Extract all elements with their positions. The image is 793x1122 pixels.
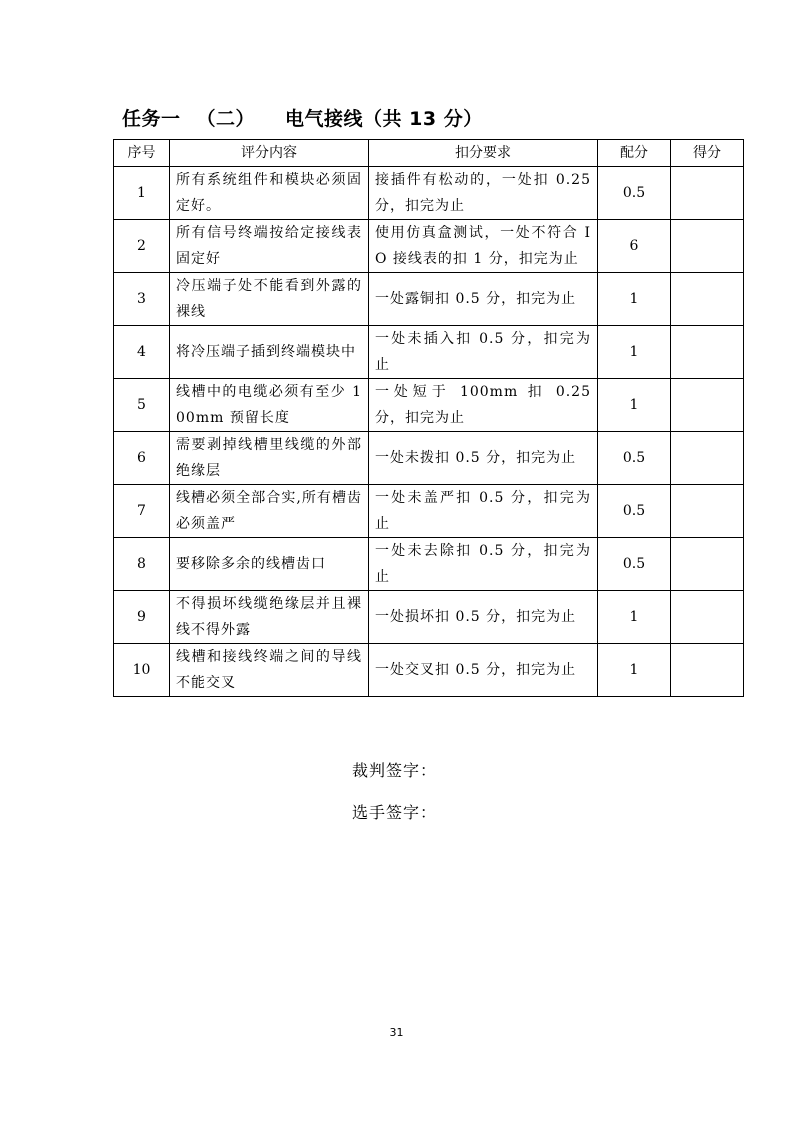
- header-content: 评分内容: [170, 140, 369, 167]
- table-row: [114, 220, 744, 273]
- header-no: 序号: [114, 140, 170, 167]
- row-score[interactable]: [671, 326, 744, 379]
- row-no: 7: [114, 485, 170, 538]
- row-no: 2: [114, 220, 170, 273]
- row-score[interactable]: [671, 538, 744, 591]
- page-number: 31: [389, 1026, 404, 1039]
- row-points: 0.5: [598, 538, 671, 591]
- row-score[interactable]: [671, 220, 744, 273]
- table-row: [114, 538, 744, 591]
- table-row: [114, 485, 744, 538]
- row-content: 线槽中的电缆必须有至少 100mm 预留长度: [170, 379, 369, 432]
- row-score[interactable]: [671, 273, 744, 326]
- row-score[interactable]: [671, 485, 744, 538]
- row-points: 0.5: [598, 485, 671, 538]
- row-no: 9: [114, 591, 170, 644]
- row-deduction: 一处未去除扣 0.5 分，扣完为止: [369, 538, 598, 591]
- row-no: 6: [114, 432, 170, 485]
- row-no: 3: [114, 273, 170, 326]
- row-content: 不得损坏线缆绝缘层并且裸线不得外露: [170, 591, 369, 644]
- row-score[interactable]: [671, 644, 744, 697]
- row-deduction: 一处短于 100mm 扣 0.25 分，扣完为止: [369, 379, 598, 432]
- row-score[interactable]: [671, 167, 744, 220]
- referee-signature: 裁判签字：: [352, 761, 438, 780]
- scoring-table: [113, 139, 744, 697]
- row-content: 线槽和接线终端之间的导线不能交叉: [170, 644, 369, 697]
- row-points: 0.5: [598, 432, 671, 485]
- row-score[interactable]: [671, 591, 744, 644]
- row-points: 0.5: [598, 167, 671, 220]
- row-deduction: 一处未拨扣 0.5 分，扣完为止: [369, 432, 598, 485]
- row-deduction: 使用仿真盒测试，一处不符合 IO 接线表的扣 1 分，扣完为止: [369, 220, 598, 273]
- row-content: 冷压端子处不能看到外露的裸线: [170, 273, 369, 326]
- section-title: [122, 104, 483, 131]
- section-title-task: 任务一: [122, 108, 181, 130]
- table-row: [114, 167, 744, 220]
- row-points: 1: [598, 379, 671, 432]
- header-deduction: 扣分要求: [369, 140, 598, 167]
- table-header-row: [114, 140, 744, 167]
- row-deduction: 一处损坏扣 0.5 分，扣完为止: [369, 591, 598, 644]
- row-points: 1: [598, 273, 671, 326]
- row-no: 1: [114, 167, 170, 220]
- row-deduction: 一处未插入扣 0.5 分，扣完为止: [369, 326, 598, 379]
- row-content: 所有信号终端按给定接线表固定好: [170, 220, 369, 273]
- row-points: 1: [598, 591, 671, 644]
- row-no: 10: [114, 644, 170, 697]
- table-row: [114, 432, 744, 485]
- table-row: [114, 644, 744, 697]
- table-row: [114, 591, 744, 644]
- row-points: 1: [598, 326, 671, 379]
- row-content: 线槽必须全部合实,所有槽齿必须盖严: [170, 485, 369, 538]
- row-deduction: 一处露铜扣 0.5 分，扣完为止: [369, 273, 598, 326]
- row-no: 8: [114, 538, 170, 591]
- section-title-sub: （二）: [196, 108, 256, 130]
- row-content: 所有系统组件和模块必须固定好。: [170, 167, 369, 220]
- header-score: 得分: [671, 140, 744, 167]
- row-points: 6: [598, 220, 671, 273]
- section-title-main: 电气接线（共 13 分）: [285, 108, 483, 130]
- row-content: 将冷压端子插到终端模块中: [170, 326, 369, 379]
- row-deduction: 一处未盖严扣 0.5 分，扣完为止: [369, 485, 598, 538]
- row-content: 要移除多余的线槽齿口: [170, 538, 369, 591]
- row-points: 1: [598, 644, 671, 697]
- header-points: 配分: [598, 140, 671, 167]
- contestant-signature: 选手签字：: [352, 803, 438, 822]
- table-row: [114, 379, 744, 432]
- row-score[interactable]: [671, 432, 744, 485]
- row-no: 5: [114, 379, 170, 432]
- row-score[interactable]: [671, 379, 744, 432]
- table-row: [114, 273, 744, 326]
- table-row: [114, 326, 744, 379]
- row-content: 需要剥掉线槽里线缆的外部绝缘层: [170, 432, 369, 485]
- row-deduction: 一处交叉扣 0.5 分，扣完为止: [369, 644, 598, 697]
- row-deduction: 接插件有松动的，一处扣 0.25 分，扣完为止: [369, 167, 598, 220]
- row-no: 4: [114, 326, 170, 379]
